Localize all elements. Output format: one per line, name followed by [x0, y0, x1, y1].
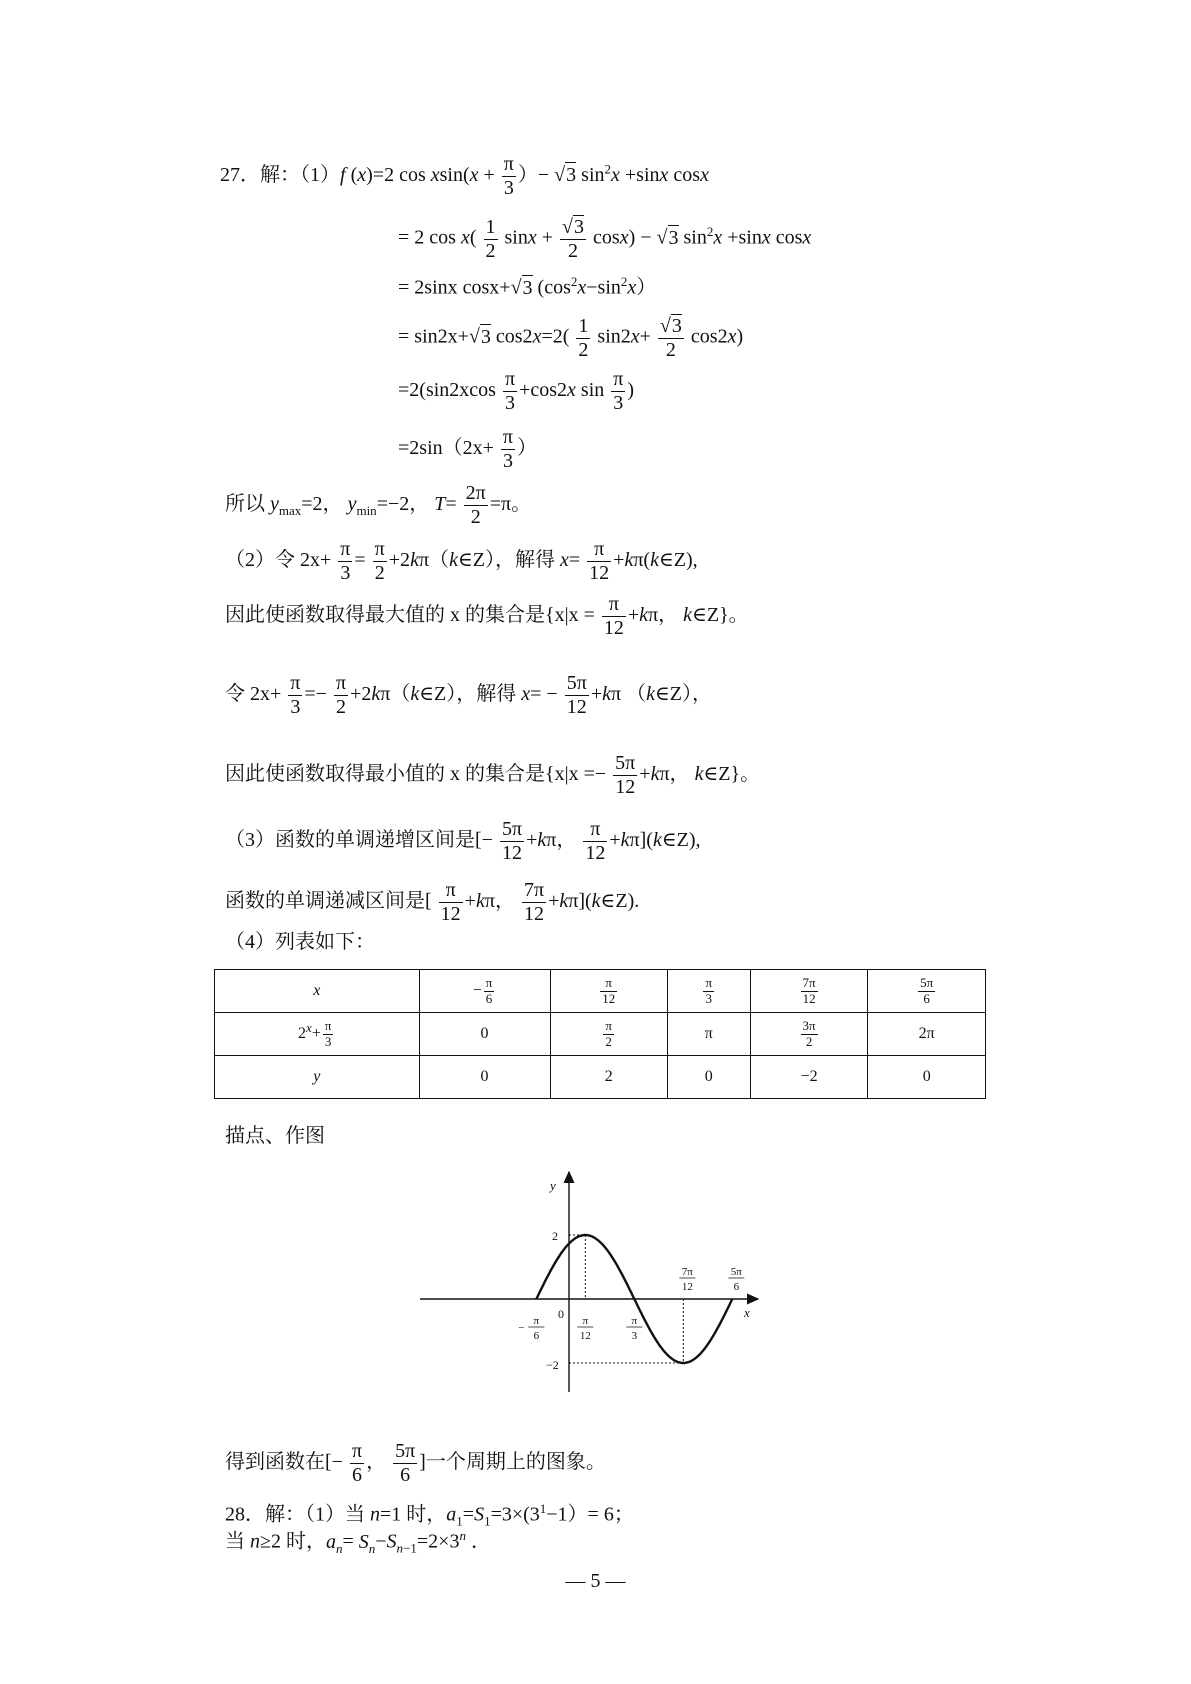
x-tick-label [626, 1315, 642, 1342]
page-number: — 5 — [565, 1570, 626, 1592]
solution-line-3: = 2sinx cosx+√3 $(\cos^2x-\sin^2x)$ [398, 274, 657, 299]
svg-text:5π: 5π [730, 1266, 742, 1278]
svg-text:6: 6 [533, 1330, 540, 1342]
table-cell: 0 [419, 1013, 550, 1056]
table-cell: − $\frac{\pi}{6}$ [419, 970, 550, 1013]
min-set: 因此使函数取得最小值的 x 的集合是{x|x =− $\frac{5\pi}{12}$ +kπ， k∈Z}。 [225, 752, 761, 798]
solution-line-5: =2(sin2xcos $\frac{\pi}{3}$ +cos2x sin $\frac{\pi}{3}$ ) [398, 368, 635, 414]
table-cell: 0 [667, 1056, 750, 1099]
problem28-line-1: 28．解：（1）当 n=1 时，$a_1=S_1=3\times(3^1-1)= 6$； [225, 1501, 634, 1529]
y-axis-label: y [550, 1178, 556, 1193]
table-cell: −2 [750, 1056, 868, 1099]
svg-text:π: π [582, 1315, 589, 1327]
plot-caption: 描点、作图 [225, 1125, 325, 1147]
table-cell: $\frac{3\pi}{2}$ [750, 1013, 868, 1056]
graph-conclusion: 得到函数在[− $\frac{\pi}{6}$ ， $\frac{5\pi}{6}$ ]一个周期上的图象。 [225, 1440, 606, 1486]
x-tick-label [518, 1315, 544, 1342]
table-row [215, 970, 986, 1013]
svg-text:π: π [533, 1315, 540, 1327]
x-tick-labels [518, 1266, 744, 1342]
table-cell: 2π [868, 1013, 986, 1056]
increasing-interval: （3）函数的单调递增区间是[− $\frac{5\pi}{12}$ +kπ， $\frac{\pi}{12}$ +kπ](k∈Z), [225, 818, 701, 864]
table-cell: $\frac{\pi}{12}$ [550, 970, 667, 1013]
part2-max-equation: （2）令 2x+ $\frac{\pi}{3}$ = $\frac{\pi}{2}$ +2kπ（k∈Z），解得 x= $\frac{\pi}{12}$ +kπ(k∈Z), [225, 538, 698, 584]
max-set: 因此使函数取得最大值的 x 的集合是{x|x = $\frac{\pi}{12}$ +kπ， k∈Z}。 [225, 593, 749, 639]
table-cell: 0 [419, 1056, 550, 1099]
solution-line-1: 27．解：（1）f (x)=2 cos xsin(x + $\frac{\pi}{3}$ ）− √3 $\sin^2x +\sin x$ cosx [220, 153, 709, 199]
table-cell: $2^x+$ $\frac{\pi}{3}$ [215, 1013, 420, 1056]
table-row [215, 1056, 986, 1099]
y-tick-label: 2 [552, 1229, 558, 1243]
svg-text:12: 12 [579, 1330, 591, 1342]
table-cell: x [215, 970, 420, 1013]
svg-text:6: 6 [733, 1281, 740, 1293]
x-tick-label [728, 1266, 744, 1293]
value-table [214, 969, 986, 1099]
solution-line-6: =2sin（2x+ $\frac{\pi}{3}$ ） [398, 426, 538, 472]
svg-text:3: 3 [631, 1330, 638, 1342]
solution-line-4: = sin2x+√3 cos2x=2( $\frac{1}{2}$ sin2x+ $\frac{√3}{2}$ cos2x) [398, 314, 744, 361]
svg-text:π: π [631, 1315, 638, 1327]
svg-text:7π: 7π [681, 1266, 693, 1278]
svg-text:12: 12 [681, 1281, 693, 1293]
sine-graph [410, 1160, 770, 1400]
x-axis-label: x [744, 1305, 750, 1320]
max-min-period: 所以 $y_{max}=2$， $y_{min}=-2$， T= $\frac{2\pi}{2}$ =π。 [225, 482, 532, 528]
table-cell: y [215, 1056, 420, 1099]
table-cell: $\frac{\pi}{3}$ [667, 970, 750, 1013]
solution-line-2: = 2 cos x( $\frac{1}{2}$ sinx + $\frac{√3}{2}$ cosx) − √3 $\sin^2x +\sin x$ cosx [398, 215, 812, 262]
table-cell: $\frac{5\pi}{6}$ [868, 970, 986, 1013]
table-row [215, 1013, 986, 1056]
origin-label: 0 [558, 1307, 564, 1321]
problem28-line-2: 当 n≥2 时，$a_n= S_n-S_{n-1}=2\times 3^n$ ． [225, 1528, 491, 1556]
decreasing-interval: 函数的单调递减区间是[ $\frac{\pi}{12}$ +kπ， $\frac{7\pi}{12}$ +kπ](k∈Z). [225, 879, 640, 925]
part2-min-equation: 令 2x+ $\frac{\pi}{3}$ =− $\frac{\pi}{2}$ +2kπ（k∈Z），解得 x= − $\frac{5\pi}{12}$ +kπ （k∈Z）， [225, 672, 713, 718]
table-cell: $\frac{\pi}{2}$ [550, 1013, 667, 1056]
y-tick-label: −2 [546, 1358, 559, 1372]
table-cell: 2 [550, 1056, 667, 1099]
svg-text:−: − [518, 1322, 525, 1334]
table-cell: π [667, 1013, 750, 1056]
x-tick-label [679, 1266, 695, 1293]
table-cell: 0 [868, 1056, 986, 1099]
table-cell: $\frac{7\pi}{12}$ [750, 970, 868, 1013]
x-tick-label [577, 1315, 593, 1342]
part4-heading: （4）列表如下： [225, 931, 375, 953]
